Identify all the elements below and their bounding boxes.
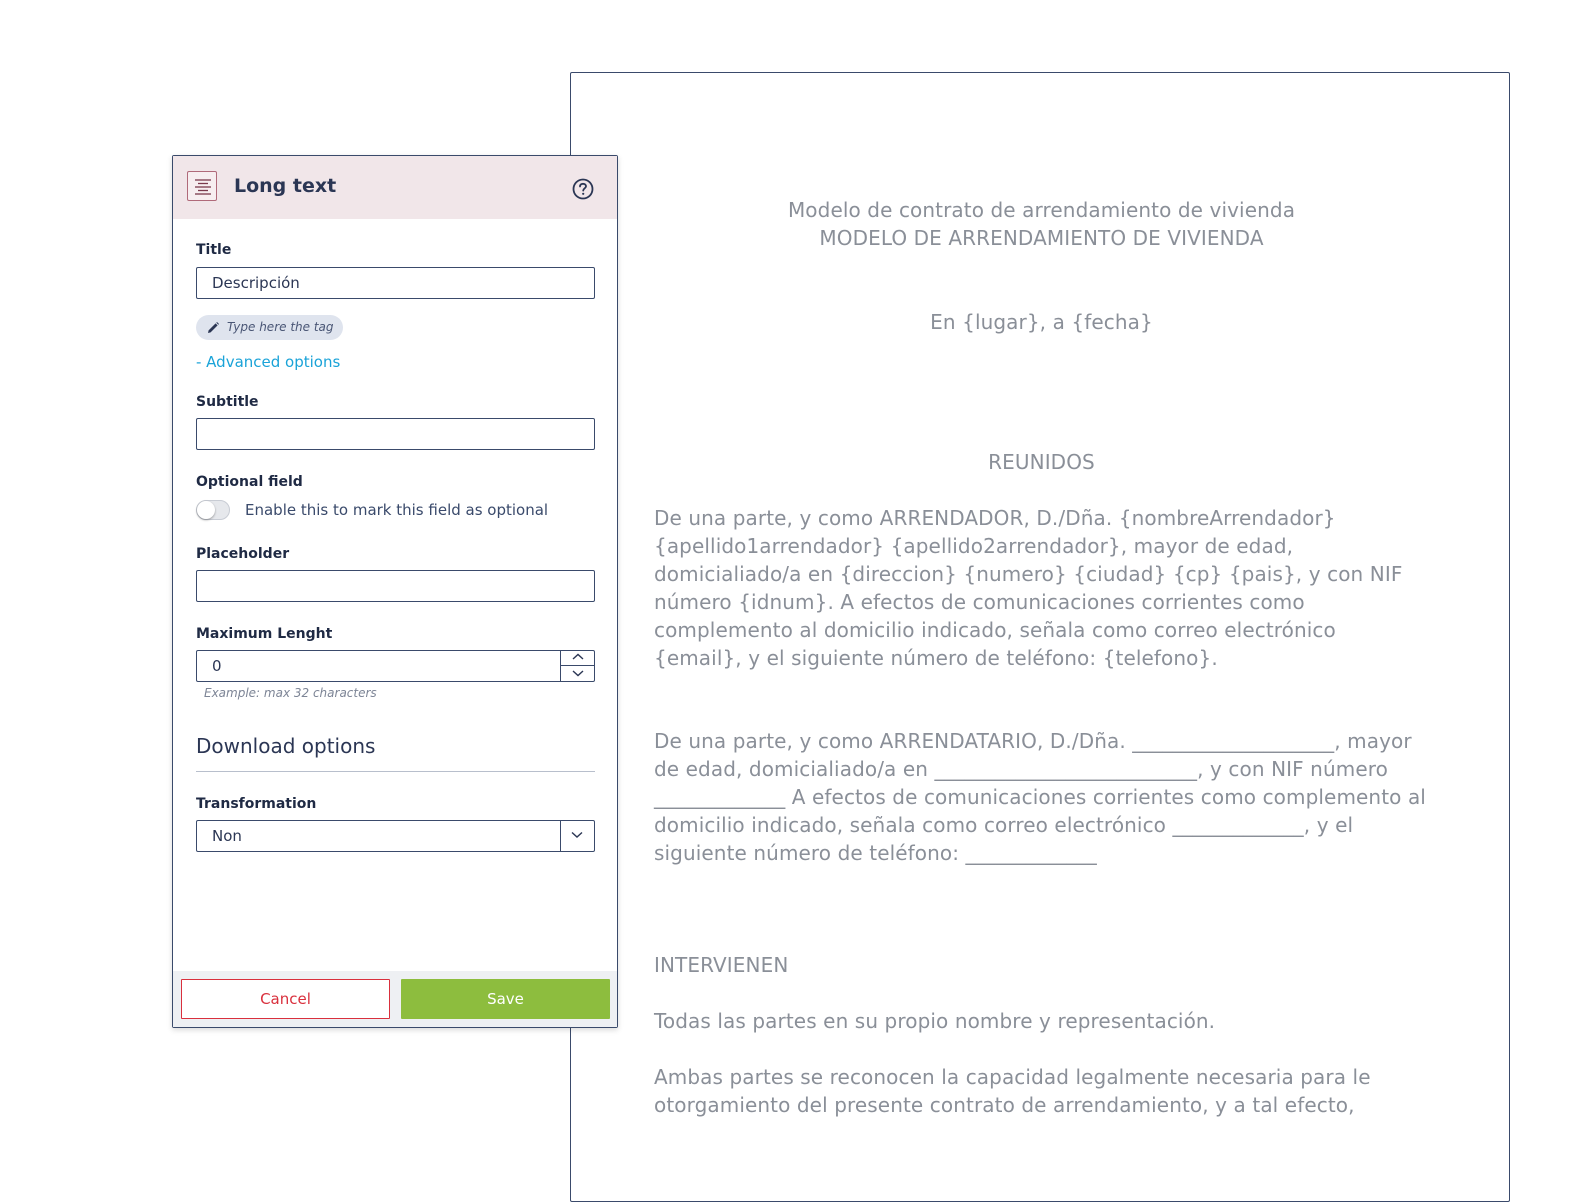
panel-title: Long text	[234, 175, 337, 197]
optional-field-description: Enable this to mark this field as optional	[245, 501, 549, 519]
long-text-icon	[187, 171, 217, 201]
tag-input-chip[interactable]	[196, 315, 343, 340]
document-heading-intervienen: INTERVIENEN	[654, 953, 789, 977]
panel-footer	[173, 971, 617, 1027]
advanced-options-link[interactable]: - Advanced options	[196, 353, 341, 371]
document-paragraph-arrendatario: De una parte, y como ARRENDATARIO, D./Dña. ____________________, mayor de edad, domicialiado/a en __________________________, y con NIF número _____________ A efectos de comunicaciones corrientes como complemento al domicilio indicado, señala como correo electrónico _____________, y el siguiente número de teléfono: _____________	[654, 729, 1426, 865]
document-place-date: En {lugar}, a {fecha}	[930, 310, 1153, 334]
increment-button[interactable]	[561, 650, 595, 666]
help-circle-icon[interactable]	[572, 178, 594, 205]
pencil-icon	[206, 321, 220, 335]
placeholder-label: Placeholder	[196, 546, 290, 562]
transformation-label: Transformation	[196, 796, 317, 812]
document-paragraph-arrendador: De una parte, y como ARRENDADOR, D./Dña. {nombreArrendador} {apellido1arrendador} {apellido2arrendador}, mayor de edad, domicialiado/a en {direccion} {numero} {ciudad} {cp} {pais}, y con NIF número {idnum}. A efectos de comunicaciones corrientes como complemento al domicilio indicado, señala como correo electrónico {email}, y el siguiente número de teléfono: {telefono}.	[654, 506, 1403, 670]
document-paragraph-capacity: Ambas partes se reconocen la capacidad legalmente necesaria para le otorgamiento del presente contrato de arrendamiento, y a tal efecto,	[654, 1065, 1371, 1117]
optional-field-toggle[interactable]	[196, 500, 230, 520]
title-input[interactable]	[196, 267, 595, 299]
title-label: Title	[196, 242, 232, 258]
document-title	[654, 196, 1429, 252]
transformation-value: Non	[212, 827, 242, 845]
document-paragraph-representation: Todas las partes en su propio nombre y representación.	[654, 1009, 1216, 1033]
decrement-button[interactable]	[561, 666, 595, 681]
subtitle-input[interactable]	[196, 418, 595, 450]
field-editor-panel	[172, 155, 618, 1028]
max-length-label: Maximum Lenght	[196, 626, 333, 642]
toggle-knob	[197, 501, 215, 519]
max-length-hint: Example: max 32 characters	[204, 686, 377, 700]
placeholder-input[interactable]	[196, 570, 595, 602]
chevron-down-icon	[571, 831, 583, 839]
panel-header	[173, 156, 617, 219]
document-title-line2: MODELO DE ARRENDAMIENTO DE VIVIENDA	[819, 226, 1264, 250]
max-length-input[interactable]	[196, 650, 595, 682]
subtitle-label: Subtitle	[196, 394, 259, 410]
save-button[interactable]: Save	[401, 979, 610, 1019]
max-length-stepper	[560, 650, 595, 682]
cancel-button[interactable]: Cancel	[181, 979, 390, 1019]
select-dropdown-toggle[interactable]	[560, 821, 594, 851]
document-heading-reunidos: REUNIDOS	[988, 450, 1095, 474]
document-title-line1: Modelo de contrato de arrendamiento de vivienda	[787, 198, 1296, 222]
section-divider	[196, 771, 595, 772]
document-preview	[570, 72, 1510, 1202]
transformation-select[interactable]	[196, 820, 595, 852]
download-options-heading: Download options	[196, 734, 376, 758]
optional-field-label: Optional field	[196, 474, 303, 490]
tag-placeholder: Type here the tag	[227, 320, 334, 334]
chevron-up-icon	[572, 653, 584, 661]
chevron-down-icon	[572, 669, 584, 677]
